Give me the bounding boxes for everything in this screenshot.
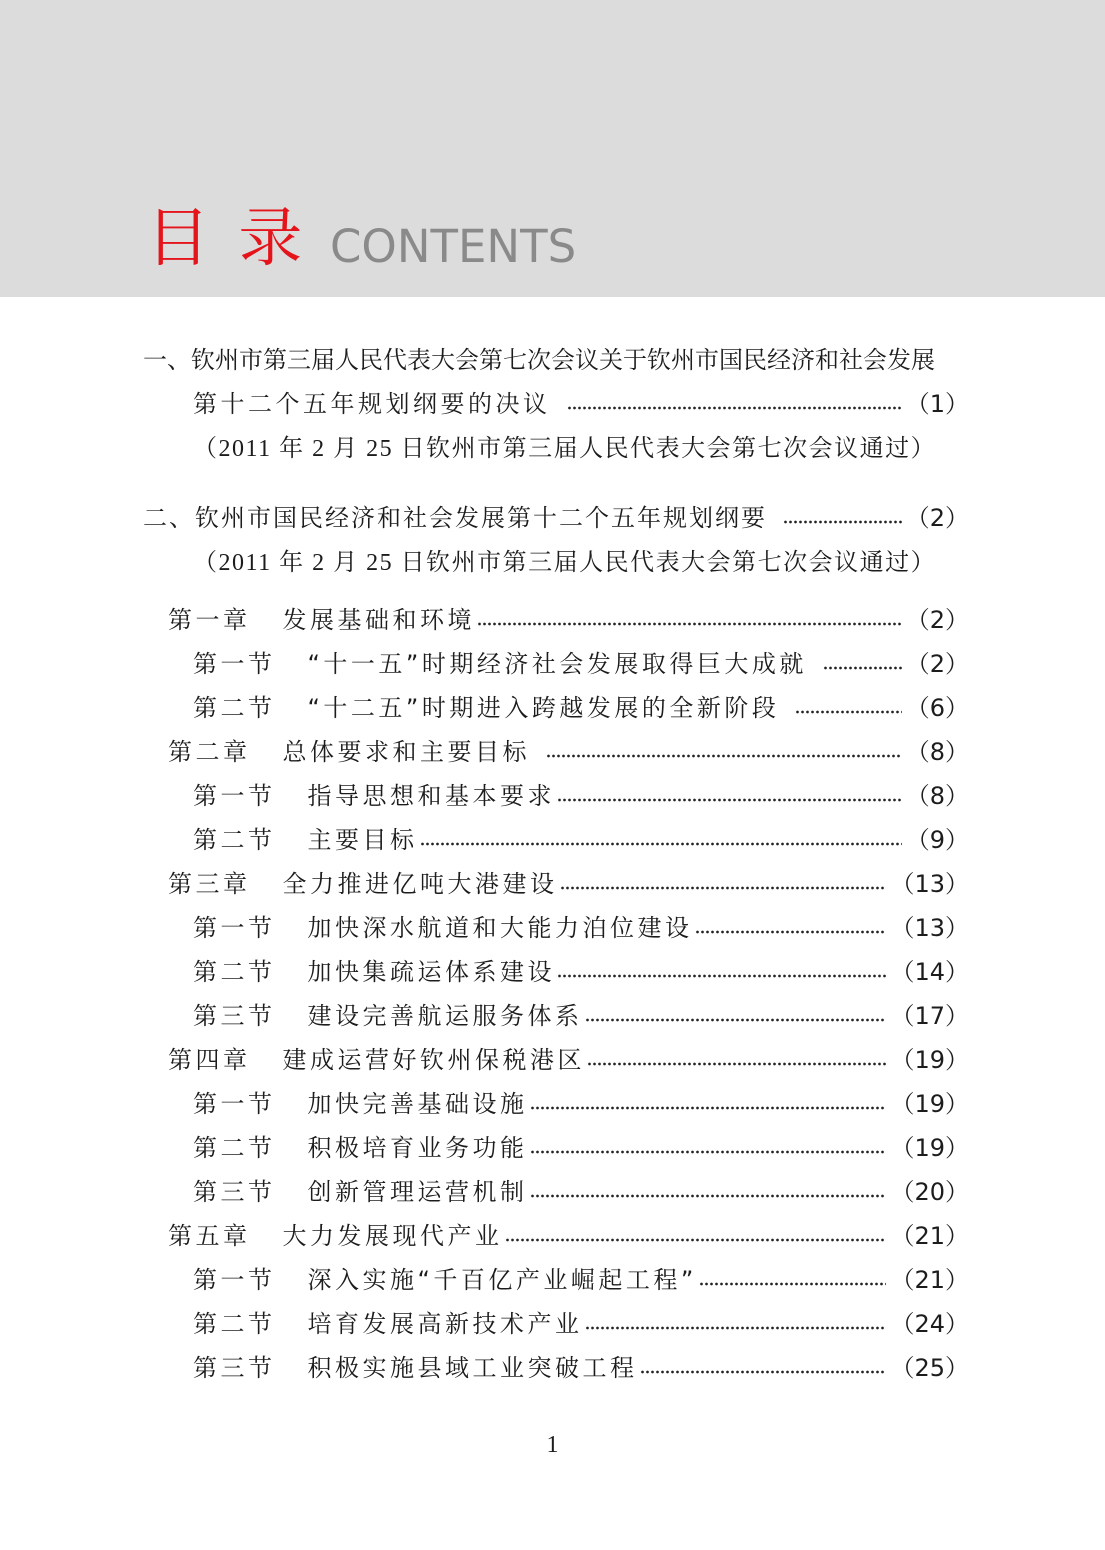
part-title: 钦州市国民经济和社会发展第十二个五年规划纲要 — [195, 503, 767, 532]
page-ref: （19） — [890, 1133, 969, 1162]
chapter-label: 第三章 — [168, 869, 251, 898]
section-label: 第三节 — [193, 1353, 276, 1382]
section-label: 第二节 — [193, 1133, 276, 1162]
part-number: 二、 — [143, 503, 195, 532]
section-title: 积极培育业务功能 — [307, 1133, 528, 1162]
toc-chapter-row — [0, 859, 1105, 903]
part-number: 一、 — [143, 345, 191, 374]
contents-title-cn: 目 录 — [146, 202, 307, 276]
leader-dots — [557, 771, 902, 815]
page-ref: （13） — [890, 913, 969, 942]
section-title: 培育发展高新技术产业 — [307, 1309, 583, 1338]
toc-section-row — [0, 991, 1105, 1035]
leader-dots — [640, 1343, 887, 1387]
toc-section-row — [0, 947, 1105, 991]
leader-dots — [505, 1211, 887, 1255]
leader-dots — [567, 379, 902, 423]
page-ref: （9） — [905, 825, 969, 854]
page-ref: （2） — [905, 649, 969, 678]
section-title: “十一五”时期经济社会发展取得巨大成就 — [307, 649, 807, 678]
section-title: 创新管理运营机制 — [307, 1177, 528, 1206]
section-title: 深入实施“千百亿产业崛起工程” — [307, 1265, 697, 1294]
toc-chapter-row — [0, 1035, 1105, 1079]
page-number: 1 — [546, 1432, 559, 1458]
toc-part-note-row — [0, 423, 1105, 467]
section-label: 第三节 — [193, 1001, 276, 1030]
chapter-title: 大力发展现代产业 — [282, 1221, 503, 1250]
chapter-title: 发展基础和环境 — [282, 605, 475, 634]
chapter-label: 第二章 — [168, 737, 251, 766]
leader-dots — [557, 947, 886, 991]
chapter-title: 建成运营好钦州保税港区 — [282, 1045, 585, 1074]
leader-dots — [585, 1299, 887, 1343]
toc-section-row — [0, 639, 1105, 683]
page-ref: （1） — [905, 389, 969, 418]
page-ref: （20） — [890, 1177, 969, 1206]
leader-dots — [795, 683, 901, 727]
section-title: 加快完善基础设施 — [307, 1089, 528, 1118]
page-ref: （8） — [905, 781, 969, 810]
page-ref: （21） — [890, 1265, 969, 1294]
page-ref: （19） — [890, 1089, 969, 1118]
adoption-note: （2011 年 2 月 25 日钦州市第三届人民代表大会第七次会议通过） — [193, 549, 937, 576]
toc-part-heading-continued — [0, 379, 1105, 423]
part-title-line-2: 第十二个五年规划纲要的决议 — [193, 389, 551, 418]
section-title: 建设完善航运服务体系 — [307, 1001, 583, 1030]
toc-section-row — [0, 1299, 1105, 1343]
chapter-title: 全力推进亿吨大港建设 — [282, 869, 558, 898]
leader-dots — [546, 727, 902, 771]
adoption-note: （2011 年 2 月 25 日钦州市第三届人民代表大会第七次会议通过） — [193, 435, 937, 462]
section-label: 第二节 — [193, 693, 276, 722]
section-title: 加快深水航道和大能力泊位建设 — [307, 913, 693, 942]
section-title: “十二五”时期进入跨越发展的全新阶段 — [307, 693, 780, 722]
chapter-title: 总体要求和主要目标 — [282, 737, 530, 766]
toc-chapter-row — [0, 727, 1105, 771]
toc-chapter-row — [0, 595, 1105, 639]
toc-section-row — [0, 1255, 1105, 1299]
section-label: 第三节 — [193, 1177, 276, 1206]
page-ref: （14） — [890, 957, 969, 986]
section-label: 第二节 — [193, 825, 276, 854]
section-label: 第一节 — [193, 1265, 276, 1294]
page-ref: （21） — [890, 1221, 969, 1250]
toc-section-row — [0, 903, 1105, 947]
section-label: 第一节 — [193, 649, 276, 678]
page-ref: （24） — [890, 1309, 969, 1338]
toc-part-heading — [0, 335, 1105, 379]
leader-dots — [587, 1035, 886, 1079]
page-ref: （19） — [890, 1045, 969, 1074]
toc-section-row — [0, 1167, 1105, 1211]
page-ref: （8） — [905, 737, 969, 766]
section-label: 第二节 — [193, 957, 276, 986]
section-label: 第一节 — [193, 781, 276, 810]
leader-dots — [695, 903, 887, 947]
toc-section-row — [0, 683, 1105, 727]
section-label: 第一节 — [193, 913, 276, 942]
section-title: 指导思想和基本要求 — [307, 781, 555, 810]
toc-part-note-row — [0, 537, 1105, 581]
page-ref: （13） — [890, 869, 969, 898]
page-ref: （25） — [890, 1353, 969, 1382]
part-title-line-1: 钦州市第三届人民代表大会第七次会议关于钦州市国民经济和社会发展 — [191, 345, 935, 374]
toc-chapters — [0, 595, 1105, 1387]
leader-dots — [530, 1079, 887, 1123]
contents-title-en: CONTENTS — [330, 220, 577, 273]
chapter-label: 第五章 — [168, 1221, 251, 1250]
section-label: 第一节 — [193, 1089, 276, 1118]
chapter-label: 第四章 — [168, 1045, 251, 1074]
toc-section-row — [0, 1079, 1105, 1123]
leader-dots — [560, 859, 887, 903]
chapter-label: 第一章 — [168, 605, 251, 634]
toc-part-heading — [0, 493, 1105, 537]
leader-dots — [783, 493, 902, 537]
page-ref: （2） — [905, 605, 969, 634]
toc-part-2 — [0, 493, 1105, 581]
page-ref: （17） — [890, 1001, 969, 1030]
leader-dots — [477, 595, 902, 639]
leader-dots — [530, 1123, 887, 1167]
section-title: 主要目标 — [307, 825, 418, 854]
toc-section-row — [0, 771, 1105, 815]
toc-section-row — [0, 815, 1105, 859]
toc-section-row — [0, 1123, 1105, 1167]
section-title: 积极实施县域工业突破工程 — [307, 1353, 638, 1382]
section-label: 第二节 — [193, 1309, 276, 1338]
toc-section-row — [0, 1343, 1105, 1387]
toc-part-1 — [0, 335, 1105, 467]
toc-chapter-row — [0, 1211, 1105, 1255]
leader-dots — [585, 991, 887, 1035]
leader-dots — [699, 1255, 887, 1299]
section-title: 加快集疏运体系建设 — [307, 957, 555, 986]
leader-dots — [420, 815, 902, 859]
leader-dots — [530, 1167, 887, 1211]
page-ref: （6） — [905, 693, 969, 722]
page-ref: （2） — [905, 503, 969, 532]
leader-dots — [823, 639, 902, 683]
